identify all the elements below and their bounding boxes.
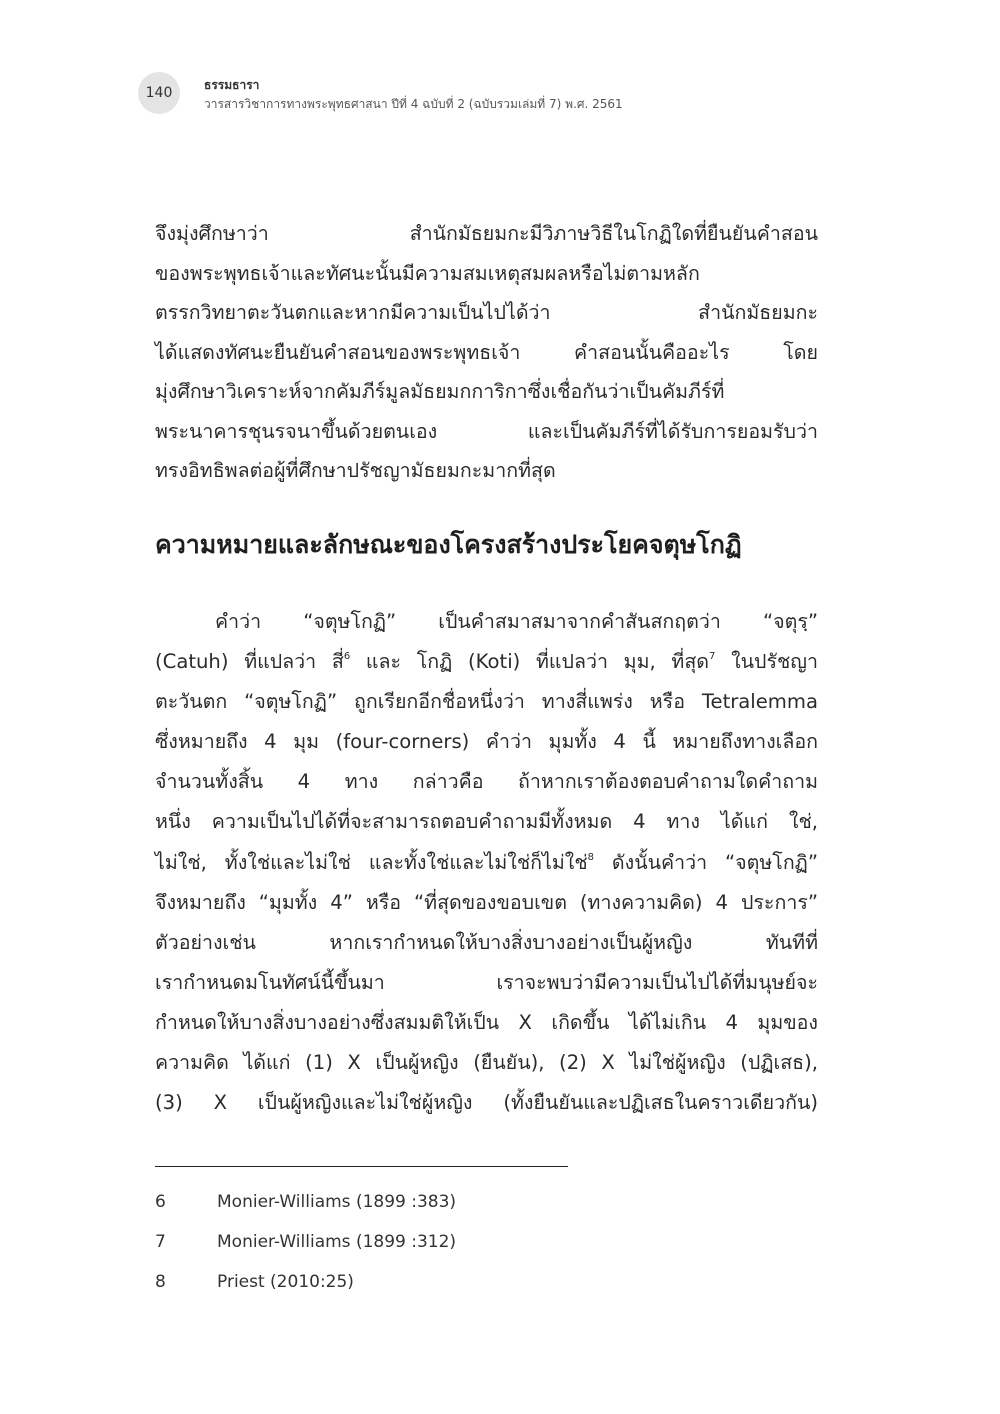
- intro-line: ได้แสดงทัศนะยืนยันคำสอนของพระพุทธเจ้า คำสอนนั้นคืออะไร โดย: [155, 340, 818, 364]
- footnote-number: 6: [155, 1192, 166, 1212]
- footnote-ref[interactable]: 8: [587, 851, 595, 863]
- footnote-number: 7: [155, 1232, 166, 1252]
- section-heading: ความหมายและลักษณะของโครงสร้างประโยคจตุษโกฏิ: [155, 530, 742, 559]
- main-line: ซึ่งหมายถึง 4 มุม (four-corners) คำว่า มุมทั้ง 4 นี้ หมายถึงทางเลือก: [155, 730, 818, 754]
- footnote-ref[interactable]: 7: [709, 651, 716, 663]
- footnote: [155, 1224, 456, 1264]
- main-line: กำหนดให้บางสิ่งบางอย่างซึ่งสมมติให้เป็น X เกิดขึ้น ได้ไม่เกิน 4 มุมของ: [155, 1010, 818, 1034]
- main-text: และ โกฏิ (Koti) ที่แปลว่า มุม, ที่สุด: [350, 650, 710, 674]
- main-line: ตะวันตก “จตุษโกฏิ” ถูกเรียกอีกชื่อหนึ่งว่า ทางสี่แพร่ง หรือ Tetralemma: [155, 690, 818, 714]
- main-text: ในปรัชญา: [715, 650, 819, 674]
- footnote-ref[interactable]: 6: [343, 651, 351, 663]
- footnote-number: 8: [155, 1272, 166, 1292]
- main-line: หนึ่ง ความเป็นไปได้ที่จะสามารถตอบคำถามมีทั้งหมด 4 ทาง ได้แก่ ใช่,: [155, 810, 818, 834]
- footnotes: [155, 1184, 456, 1304]
- footnote: [155, 1264, 456, 1304]
- intro-line: มุ่งศึกษาวิเคราะห์จากคัมภีร์มูลมัธยมกการิกาซึ่งเชื่อกันว่าเป็นคัมภีร์ที่: [155, 380, 725, 403]
- footnote-text: Monier-Williams (1899 :312): [217, 1232, 457, 1252]
- main-line: [155, 843, 818, 883]
- intro-line: ของพระพุทธเจ้าและทัศนะนั้นมีความสมเหตุสมผลหรือไม่ตามหลัก: [155, 261, 700, 285]
- main-line: เรากำหนดมโนทัศน์นี้ขึ้นมา เราจะพบว่ามีความเป็นไปได้ที่มนุษย์จะ: [155, 970, 818, 994]
- footnote-divider: [155, 1166, 568, 1167]
- main-line: ตัวอย่างเช่น หากเรากำหนดให้บางสิ่งบางอย่างเป็นผู้หญิง ทันทีที่: [155, 930, 818, 954]
- footnote-text: Monier-Williams (1899 :383): [217, 1192, 457, 1212]
- main-line: (3) X เป็นผู้หญิงและไม่ใช่ผู้หญิง (ทั้งยืนยันและปฏิเสธในคราวเดียวกัน): [155, 1091, 818, 1115]
- main-paragraph: [155, 602, 818, 1123]
- main-text: ไม่ใช่, ทั้งใช่และไม่ใช่ และทั้งใช่และไม่ใช่ก็ไม่ใช่: [155, 850, 588, 874]
- intro-line: ตรรกวิทยาตะวันตกและหากมีความเป็นไปได้ว่า สำนักมัธยมกะ: [155, 301, 818, 324]
- main-text: (Catuh) ที่แปลว่า สี่: [155, 650, 344, 674]
- main-text: ดังนั้นคำว่า “จตุษโกฏิ”: [594, 850, 818, 874]
- footnote: [155, 1184, 456, 1224]
- page-number: 140: [138, 72, 180, 114]
- journal-issue: วารสารวิชาการทางพระพุทธศาสนา ปีที่ 4 ฉบับที่ 2 (ฉบับรวมเล่มที่ 7) พ.ศ. 2561: [204, 97, 623, 111]
- footnote-text: Priest (2010:25): [217, 1272, 354, 1292]
- main-line: คำว่า “จตุษโกฏิ” เป็นคำสมาสมาจากคำสันสกฤตว่า “จตุรฺ”: [215, 610, 818, 633]
- intro-paragraph: [155, 214, 818, 491]
- main-line: จึงหมายถึง “มุมทั้ง 4” หรือ “ที่สุดของขอบเขต (ทางความคิด) 4 ประการ”: [155, 890, 818, 914]
- main-line: จำนวนทั้งสิ้น 4 ทาง กล่าวคือ ถ้าหากเราต้องตอบคำถามใดคำถาม: [155, 770, 818, 794]
- intro-line: ทรงอิทธิพลต่อผู้ที่ศึกษาปรัชญามัธยมกะมากที่สุด: [155, 459, 556, 482]
- intro-line: พระนาคารชุนรจนาขึ้นด้วยตนเอง และเป็นคัมภีร์ที่ได้รับการยอมรับว่า: [155, 419, 818, 443]
- intro-line: จึงมุ่งศึกษาว่า สำนักมัธยมกะมีวิภาษวิธีในโกฏิใดที่ยืนยันคำสอน: [155, 222, 818, 245]
- main-line: [155, 642, 818, 682]
- main-line: ความคิด ได้แก่ (1) X เป็นผู้หญิง (ยืนยัน), (2) X ไม่ใช่ผู้หญิง (ปฏิเสธ),: [155, 1051, 818, 1075]
- journal-name: ธรรมธารา: [204, 78, 260, 92]
